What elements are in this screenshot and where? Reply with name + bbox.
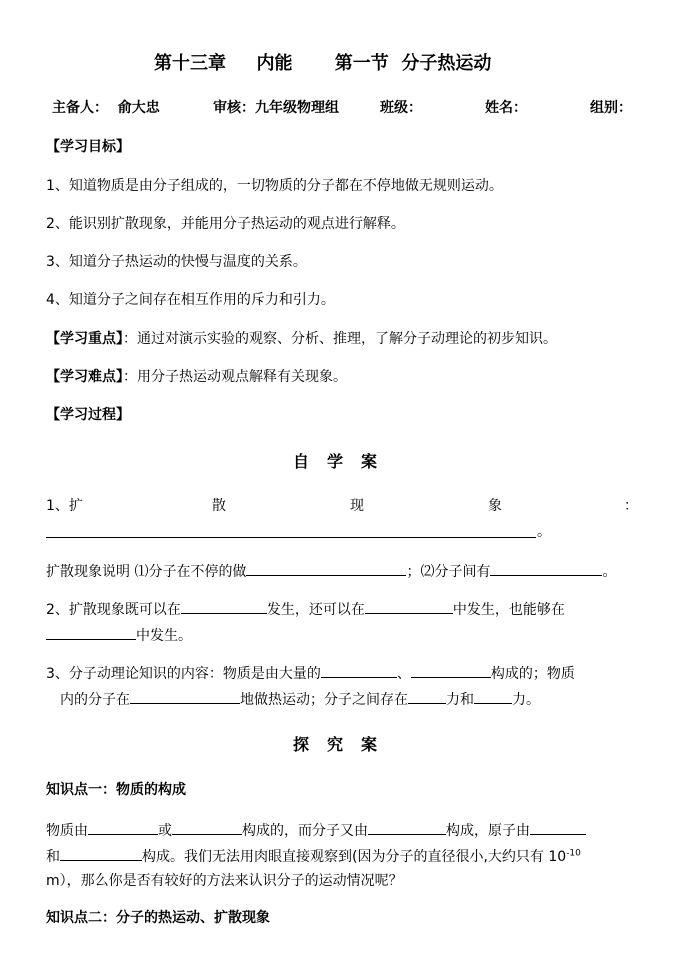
kp1-text4: 构成，原子由 (446, 823, 530, 839)
q3-text2: 、 (396, 666, 411, 682)
q1b-text2: ；⑵分子间有 (406, 564, 491, 580)
kp1-blank1[interactable] (88, 819, 158, 835)
name-label: 姓名： (485, 100, 527, 116)
kp1-title: 知识点一：物质的构成 (46, 782, 186, 798)
q3-blank5[interactable] (474, 688, 512, 704)
q2-text4: 中发生。 (136, 628, 192, 644)
q3-blank2[interactable] (411, 662, 491, 678)
key-point-text: ：通过对演示实验的观察、分析、推理，了解分子动理论的初步知识。 (123, 331, 557, 347)
q3-blank3[interactable] (130, 688, 240, 704)
process-heading: 【学习过程】 (46, 407, 130, 423)
kp1-line3: m），那么你是否有较好的方法来认识分子的运动情况呢？ (46, 873, 403, 889)
q3-line1 (46, 662, 575, 684)
q2-blank2[interactable] (365, 598, 453, 614)
kp1-line2 (46, 845, 581, 867)
kp1-text3: 构成的，而分子又由 (242, 823, 368, 839)
objective-item: 2、能识别扩散现象，并能用分子热运动的观点进行解释。 (46, 216, 405, 232)
q1b-text1: 扩散现象说明 ⑴分子在不停的做 (46, 564, 247, 580)
q1-part2: 散 (212, 498, 226, 514)
q3-text5: 地做热运动；分子之间存在 (240, 692, 408, 708)
q1-end: 。 (537, 524, 551, 540)
q3-text6: 力和 (446, 692, 474, 708)
q2-text1: 2、扩散现象既可以在 (46, 602, 181, 618)
q1-part4: 象 (488, 498, 502, 514)
key-point (46, 329, 557, 349)
q2-blank1[interactable] (181, 598, 267, 614)
kp1-exponent: -10 (566, 848, 581, 859)
q3-text7: 力。 (512, 692, 540, 708)
difficulty-text: ：用分子热运动观点解释有关现象。 (123, 369, 347, 385)
q1b-blank1[interactable] (246, 560, 406, 576)
q1-answer-line[interactable] (46, 537, 536, 538)
kp1-text2: 或 (158, 823, 172, 839)
q3-text3: 构成的；物质 (490, 666, 575, 682)
key-point-label: 【学习重点】 (46, 331, 123, 347)
objective-item: 1、知道物质是由分子组成的，一切物质的分子都在不停地做无规则运动。 (46, 178, 503, 194)
kp1-text1: 物质由 (46, 823, 88, 839)
kp1-blank4[interactable] (530, 819, 586, 835)
kp1-blank3[interactable] (368, 819, 446, 835)
q2-blank3[interactable] (46, 624, 136, 640)
q3-blank4[interactable] (408, 688, 446, 704)
q2-line2 (46, 624, 192, 646)
q3-text1: 3、分子动理论知识的内容：物质是由大量的 (46, 666, 321, 682)
q1b-blank2[interactable] (490, 560, 602, 576)
class-label: 班级： (380, 100, 422, 116)
explore-heading: 探究案 (293, 735, 396, 754)
q1-part1: 1、扩 (46, 498, 83, 514)
q2-text3: 中发生，也能够在 (452, 602, 565, 618)
q1-colon: ： (624, 498, 638, 514)
q2-text2: 发生，还可以在 (266, 602, 365, 618)
q3-text4: 内的分子在 (60, 692, 130, 708)
q2-line1 (46, 598, 565, 620)
kp1-blank5[interactable] (60, 845, 142, 861)
q3-blank1[interactable] (321, 662, 397, 678)
self-study-heading: 自学案 (293, 452, 396, 471)
page-title: 第十三章 内能 第一节 分子热运动 (154, 53, 492, 74)
difficulty-label: 【学习难点】 (46, 369, 123, 385)
reviewer: 审核：九年级物理组 (213, 100, 339, 116)
kp1-text5: 和 (46, 849, 60, 865)
q1b (46, 560, 616, 582)
objective-item: 3、知道分子热运动的快慢与温度的关系。 (46, 254, 307, 270)
q1-part3: 现 (350, 498, 364, 514)
objective-item: 4、知道分子之间存在相互作用的斥力和引力。 (46, 292, 335, 308)
difficulty (46, 367, 347, 387)
q1b-text3: 。 (602, 564, 617, 580)
kp1-line1 (46, 819, 586, 841)
kp1-blank2[interactable] (172, 819, 242, 835)
objectives-heading: 【学习目标】 (46, 139, 130, 155)
kp1-text6: 构成。我们无法用肉眼直接观察到(因为分子的直径很小,大约只有 10 (142, 849, 567, 865)
kp2-title: 知识点二：分子的热运动、扩散现象 (46, 910, 270, 926)
group-label: 组别： (590, 100, 632, 116)
q3-line2 (46, 688, 540, 710)
preparer: 主备人： 俞大忠 (52, 100, 160, 116)
